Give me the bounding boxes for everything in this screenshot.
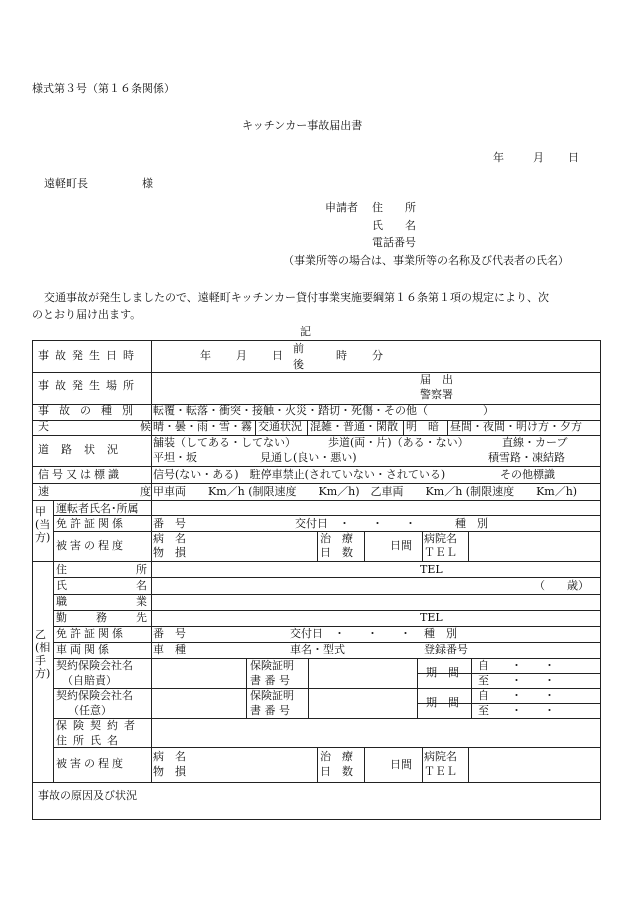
party-b-treat-2: 日 数: [320, 765, 353, 778]
party-b-cert2-label-1: 保険証明: [250, 689, 294, 702]
date-row-pm: 後: [293, 358, 304, 371]
party-b-holder-label-1: 保険契約者: [56, 719, 141, 732]
party-b-vehicle-label: 車両関係: [56, 643, 112, 656]
date-row-label: 事故発生日時: [38, 349, 140, 362]
party-a-label: 甲(当方): [35, 505, 51, 544]
party-b-cert1-label-2: 書 番 号: [250, 674, 290, 687]
speed-label-2: 度: [140, 485, 151, 498]
party-b-license-no: 番 号: [153, 627, 186, 640]
party-a-hospital-1: 病院名: [424, 532, 457, 545]
party-b-ins2-label-1: 契約保険会社名: [56, 689, 133, 702]
date-row-month: 月: [236, 349, 247, 362]
party-a-treat-2: 日 数: [320, 546, 353, 559]
name-label: 氏 名: [372, 219, 416, 232]
cause-label: 事故の原因及び状況: [38, 789, 137, 802]
date-row-year: 年: [200, 349, 211, 362]
applicant-label: 申請者: [325, 201, 358, 214]
party-b-license-label: 免許証関係: [56, 627, 126, 640]
police-label-2: 警察署: [420, 388, 453, 401]
party-a-kind: 種 別: [455, 517, 488, 530]
party-b-cert2-label-2: 書 番 号: [250, 704, 290, 717]
party-a-injury: 病 名: [153, 532, 186, 545]
party-b-hospital-1: 病院名: [424, 750, 457, 763]
form-number: 様式第３号（第１６条関係）: [32, 82, 175, 95]
light-label: 明 暗: [406, 420, 439, 433]
date-year: 年: [493, 151, 504, 164]
party-b-ins2-label-2: （任意）: [68, 704, 112, 717]
road-snow: 積雪路・凍結路: [488, 451, 565, 464]
light-value: 昼間・夜間・明け方・夕方: [450, 420, 582, 433]
party-b-injury: 病 名: [153, 750, 186, 763]
party-b-label: 乙(相手方): [35, 628, 51, 680]
party-b-address-tel: TEL: [420, 563, 443, 576]
speed-label-1: 速: [38, 485, 49, 498]
date-row-day: 日: [272, 349, 283, 362]
party-b-hospital-2: ＴＥＬ: [424, 765, 457, 778]
party-b-kind: 種 別: [424, 627, 457, 640]
party-a-days: 日間: [390, 539, 412, 552]
business-note: （事業所等の場合は、事業所等の名称及び代表者の氏名）: [283, 254, 569, 267]
party-b-period2-label: 期 間: [426, 696, 459, 709]
party-b-period2-to: 至 ・ ・: [478, 704, 555, 717]
party-b-name-label: 氏 名: [56, 579, 156, 592]
date-row-hour: 時: [336, 349, 347, 362]
party-b-address-label: 住 所: [56, 563, 156, 576]
intro-line-1: 交通事故が発生しましたので、遠軽町キッチンカー貸付事業実施要綱第１６条第１項の規定により、次: [44, 291, 550, 304]
party-a-treat-1: 治 療: [320, 532, 353, 545]
traffic-label: 交通状況: [258, 420, 302, 433]
honorific: 様: [142, 177, 153, 190]
ki-mark: 記: [300, 325, 311, 338]
party-a-driver-label: 運転者氏名･所属: [56, 502, 139, 515]
kind-row-label: 事故の種別: [38, 404, 143, 417]
signal-row-label: 信号又は標識: [38, 468, 122, 481]
weather-label-1: 天: [38, 420, 49, 433]
party-b-period1-to: 至 ・ ・: [478, 674, 555, 687]
party-b-ins1-label-2: （自賠責）: [62, 674, 117, 687]
date-day: 日: [568, 151, 579, 164]
party-b-issued: 交付日 ・ ・ ・: [290, 627, 411, 640]
date-row-minute: 分: [372, 349, 383, 362]
party-b-cert1-label-1: 保険証明: [250, 659, 294, 672]
weather-label-2: 候: [140, 420, 151, 433]
party-a-license-no: 番 号: [153, 517, 186, 530]
road-row-label: 道路状況: [38, 443, 130, 456]
road-sidewalk: 歩道(両・片)（ある・ない）: [328, 436, 469, 449]
party-b-period1-label: 期 間: [426, 666, 459, 679]
party-a-hospital-2: ＴＥＬ: [424, 546, 457, 559]
phone-label: 電話番号: [372, 236, 416, 249]
party-b-treat-1: 治 療: [320, 750, 353, 763]
date-month: 月: [533, 151, 544, 164]
party-a-damage-label: 被害の程度: [56, 539, 126, 552]
party-b-period1-from: 自 ・ ・: [478, 659, 555, 672]
road-visibility: 見通し(良い・悪い): [260, 451, 357, 464]
party-a-property: 物 損: [153, 546, 186, 559]
intro-line-2: のとおり届け出ます。: [32, 308, 142, 321]
weather-value: 晴・曇・雨・雪・霧: [153, 420, 252, 433]
party-b-age: （ 歳）: [534, 579, 589, 592]
addressee: 遠軽町長: [44, 177, 88, 190]
speed-value: 甲車両 Km／h (制限速度 Km／h) 乙車両 Km／h (制限速度 Km／h): [153, 485, 578, 498]
page-title: キッチンカー事故届出書: [242, 119, 363, 132]
party-b-property: 物 損: [153, 765, 186, 778]
signal-value: 信号(ない・ある) 駐停車禁止(されていない・されている): [153, 468, 446, 481]
traffic-value: 混雑・普通・閑散: [310, 420, 398, 433]
party-b-job-label: 職 業: [56, 595, 156, 608]
signal-other: その他標識: [500, 468, 555, 481]
party-b-damage-label: 被害の程度: [56, 757, 126, 770]
road-paving: 舗装（してある・してない）: [153, 436, 296, 449]
party-b-work-label: 勤 務 先: [56, 611, 156, 624]
party-b-period2-from: 自 ・ ・: [478, 689, 555, 702]
place-row-label: 事故発生場所: [38, 379, 140, 392]
party-b-holder-label-2: 住所氏名: [56, 734, 124, 747]
party-b-ins1-label-1: 契約保険会社名: [56, 659, 133, 672]
party-a-license-label: 免許証関係: [56, 517, 126, 530]
party-b-days: 日間: [390, 758, 412, 771]
police-label-1: 届 出: [420, 373, 453, 386]
road-shape: 直線・カーブ: [502, 436, 568, 449]
party-a-issued: 交付日 ・ ・ ・: [295, 517, 416, 530]
kind-row-value: 転覆・転落・衝突・接触・火災・踏切・死傷・その他（ ）: [153, 404, 494, 417]
date-row-am: 前: [293, 342, 304, 355]
party-b-work-tel: TEL: [420, 611, 443, 624]
road-slope: 平坦・坂: [153, 451, 197, 464]
party-b-model: 車名・型式: [290, 643, 345, 656]
party-b-vehicle-kind: 車 種: [153, 643, 186, 656]
party-b-reg: 登録番号: [424, 643, 468, 656]
address-label: 住 所: [372, 201, 416, 214]
